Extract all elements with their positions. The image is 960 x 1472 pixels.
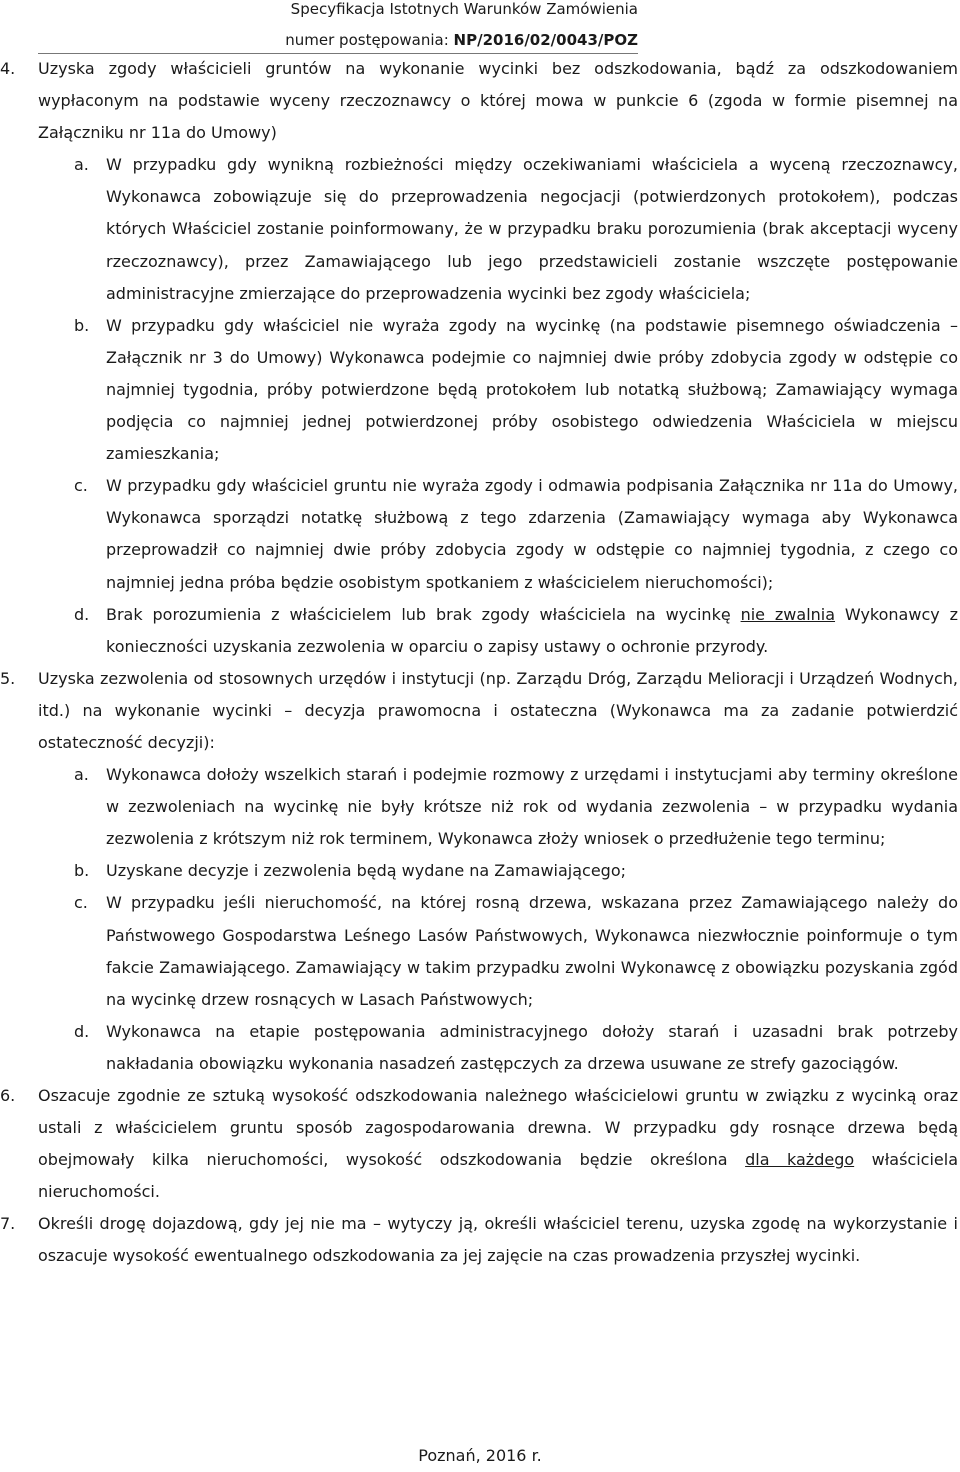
procedure-number-line (285, 27, 638, 53)
sub-item-label: b. (74, 861, 90, 881)
sub-item-text-part: Wykonawcy z konieczności uzyskania zezwolenia w oparciu o zapisy ustawy o ochronie przyrody. (106, 604, 959, 656)
sub-item-text: W przypadku gdy wynikną rozbieżności między oczekiwaniami właściciela a wyceną rzeczoznawcy, Wykonawca zobowiązuje się do przeprowadzenia negocjacji (potwierdzonych protokołem), podczas których Właściciel zostanie poinformowany, że w przypadku braku porozumienia (brak akceptacji wyceny rzeczoznawcy), przez Zamawiającego lub jego przedstawicieli zostanie wszczęte postępowanie administracyjne zmierzające do przeprowadzenia wycinki bez zgody właściciela; (106, 155, 958, 303)
item-text: Uzyska zezwolenia od stosownych urzędów i instytucji (np. Zarządu Dróg, Zarządu Melioracji i Urządzeń Wodnych, itd.) na wykonanie wycinki – decyzja prawomocna i ostateczna (Wykonawca ma za zadanie potwierdzić ostateczność decyzji): (38, 668, 958, 752)
sub-item-text: W przypadku gdy właściciel nie wyraża zgody na wycinkę (na podstawie pisemnego oświadczenia – Załącznik nr 3 do Umowy) Wykonawca podejmie co najmniej dwie próby zdobycia zgody w odstępie co najmniej tygodnia, próby potwierdzone będą protokołem lub notatką służbową; Zamawiający wymaga podjęcia co najmniej jednej potwierdzonej próby osobistego odwiedzenia Właściciela w miejscu zamieszkania; (106, 315, 958, 464)
item-number: 5. (0, 668, 16, 688)
sub-item-label: c. (74, 893, 88, 913)
sub-item-text: Uzyskane decyzje i zezwolenia będą wydane na Zamawiającego; (106, 861, 627, 881)
document-title: Specyfikacja Istotnych Warunków Zamówienia (290, 0, 638, 18)
sub-item-text: Wykonawca na etapie postępowania administracyjnego dołoży starań i uzasadni brak potrzeby nakładania obowiązku wykonania nasadzeń zastępczych za drzewa usuwane ze strefy gazociągów. (106, 1021, 958, 1073)
sub-item-5d (0, 1016, 958, 1080)
sub-item-label: a. (74, 155, 89, 175)
list-item-7 (0, 1208, 958, 1272)
item-number: 6. (0, 1086, 16, 1105)
item-number: 7. (0, 1214, 16, 1234)
sub-item-text: W przypadku jeśli nieruchomość, na której rosną drzewa, wskazana przez Zamawiającego należy do Państwowego Gospodarstwa Leśnego Lasów Państwowych, Wykonawca niezwłocznie poinformuje o tym fakcie Zamawiającego. Zamawiający w takim przypadku zwolni Wykonawcę z obowiązku pozyskania zgód na wycinkę drzew rosnących w Lasach Państwowych; (106, 893, 958, 1009)
sub-item-4c (0, 470, 958, 598)
sub-item-5c (0, 887, 958, 1015)
sub-item-label: b. (74, 315, 90, 335)
procedure-number-value: NP/2016/02/0043/POZ (453, 31, 638, 49)
underlined-phrase: nie zwalnia (740, 604, 836, 624)
list-item-6 (0, 1080, 958, 1208)
item-text (38, 1080, 958, 1208)
item-number: 4. (0, 59, 16, 78)
document-body (0, 53, 958, 1273)
underlined-phrase: dla każdego (745, 1150, 855, 1170)
item-text: Określi drogę dojazdową, gdy jej nie ma – wytyczy ją, określi właściciel terenu, uzyska zgodę na wykorzystanie i oszacuje wysokość ewentualnego odszkodowania za jej zajęcie na czas prowadzenia przyszłej wycinki. (38, 1214, 958, 1266)
item-text-part: właściciela nieruchomości. (38, 1150, 958, 1202)
sub-item-4b (0, 310, 958, 470)
item-text: Uzyska zgody właścicieli gruntów na wykonanie wycinki bez odszkodowania, bądź za odszkodowaniem wypłaconym na podstawie wyceny rzeczoznawcy o której mowa w punkcie 6 (zgoda w formie pisemnej na Załączniku nr 11a do Umowy) (38, 59, 958, 143)
procedure-number-label: numer postępowania: (285, 31, 449, 49)
sub-item-4a (0, 149, 958, 309)
sub-item-label: d. (74, 604, 90, 624)
sub-item-label: c. (74, 476, 88, 496)
sub-item-5b (0, 855, 958, 887)
list-item-4 (0, 53, 958, 149)
sub-item-text-part: Brak porozumienia z właścicielem lub brak zgody właściciela na wycinkę (106, 604, 741, 624)
sub-item-4d (0, 599, 958, 663)
list-item-5 (0, 663, 958, 759)
sub-item-text (106, 599, 958, 663)
item-text-part: Oszacuje zgodnie ze sztuką wysokość odszkodowania należnego właścicielowi gruntu w związku z wycinką oraz ustali z właścicielem gruntu sposób zagospodarowania drewna. W przypadku gdy rosnące drzewa będą obejmowały kilka nieruchomości, wysokość odszkodowania będzie określona (38, 1086, 958, 1170)
sub-item-label: d. (74, 1021, 90, 1041)
sub-item-5a (0, 759, 958, 855)
sub-item-text: Wykonawca dołoży wszelkich starań i podejmie rozmowy z urzędami i instytucjami aby terminy określone w zezwoleniach na wycinkę nie były krótsze niż rok od wydania zezwolenia – w przypadku wydania zezwolenia z krótszym niż rok terminem, Wykonawca złoży wniosek o przedłużenie tego terminu; (106, 765, 958, 849)
sub-item-label: a. (74, 765, 89, 785)
sub-item-text: W przypadku gdy właściciel gruntu nie wyraża zgody i odmawia podpisania Załącznika nr 11a do Umowy, Wykonawca sporządzi notatkę służbową z tego zdarzenia (Zamawiający wymaga aby Wykonawca przeprowadził co najmniej dwie próby zdobycia zgody w odstępie co najmniej tygodnia, z czego co najmniej jedna próba będzie osobistym spotkaniem z właścicielem nieruchomości); (106, 476, 958, 592)
footer-place-date: Poznań, 2016 r. (418, 1446, 542, 1465)
